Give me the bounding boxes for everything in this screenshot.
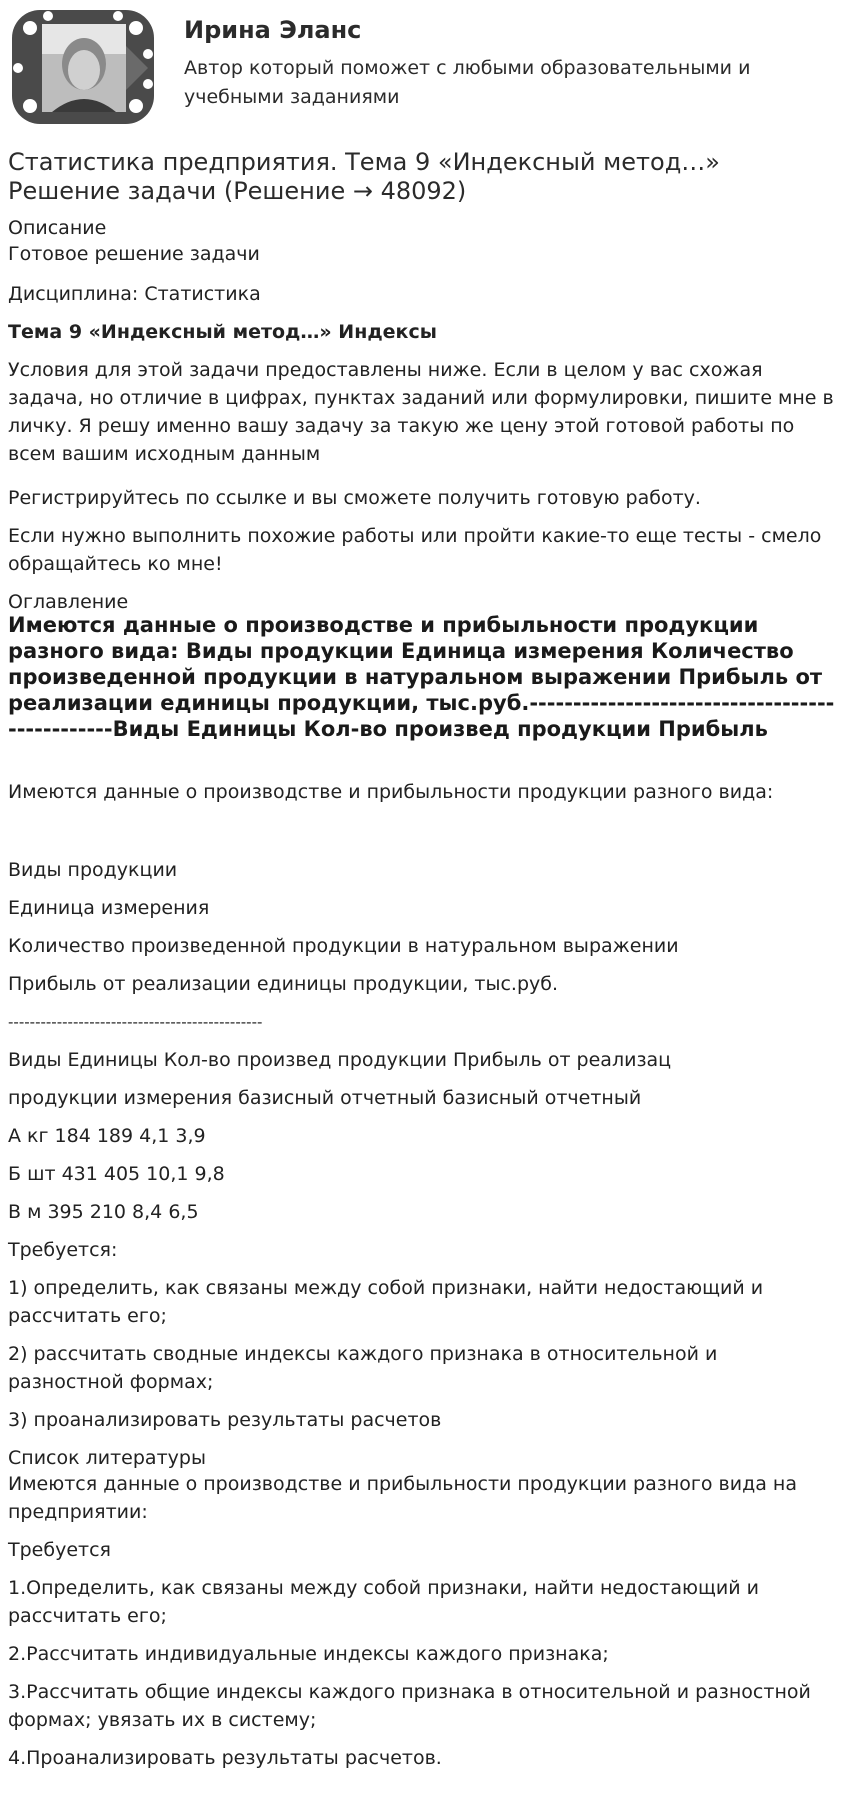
intro-paragraph: Условия для этой задачи предоставлены ниже. Если в целом у вас схожая задача, но отличие в цифрах, пунктах заданий или формулировки, пишите мне в личку. Я решу именно вашу задачу за такую же цену этой готовой работы по всем вашим исходным данным — [8, 359, 834, 465]
literature-line: 3.Рассчитать общие индексы каждого признака в относительной и разностной формах; увязать их в систему; — [8, 1681, 811, 1731]
contents-line: продукции измерения базисный отчетный базисный отчетный — [8, 1087, 642, 1109]
author-name[interactable]: Ирина Эланс — [184, 16, 362, 44]
task-item: 1) определить, как связаны между собой признаки, найти недостающий и рассчитать его; — [8, 1277, 764, 1327]
literature-line: Имеются данные о производстве и прибыльности продукции разного вида на предприятии: — [8, 1473, 797, 1523]
author-description: Автор который поможет с любыми образовательными и учебными заданиями — [184, 57, 751, 108]
contents-line: Имеются данные о производстве и прибыльности продукции разного вида: — [8, 781, 774, 803]
contents-line: Виды Единицы Кол-во произвед продукции Прибыль от реализац — [8, 1049, 672, 1071]
contents-line: Количество произведенной продукции в натуральном выражении — [8, 935, 679, 957]
author-card — [8, 6, 838, 130]
table-row: Б шт 431 405 10,1 9,8 — [8, 1163, 225, 1185]
contact-paragraph: Если нужно выполнить похожие работы или пройти какие-то еще тесты - смело обращайтесь ко мне! — [8, 525, 822, 575]
literature-line: 1.Определить, как связаны между собой признаки, найти недостающий и рассчитать его; — [8, 1577, 759, 1627]
discipline: Дисциплина: Статистика — [8, 283, 261, 305]
description-label: Описание — [8, 217, 107, 239]
table-row: А кг 184 189 4,1 3,9 — [8, 1125, 206, 1147]
task-item: 2) рассчитать сводные индексы каждого признака в относительной и разностной формах; — [8, 1343, 718, 1393]
author-avatar[interactable] — [8, 6, 158, 128]
table-row: В м 395 210 8,4 6,5 — [8, 1201, 199, 1223]
description-text: Готовое решение задачи — [8, 243, 260, 265]
contents-divider: ----------------------------------------------- — [8, 1013, 263, 1031]
contents-heading: Имеются данные о производстве и прибыльности продукции разного вида: Виды продукции Единица измерения Количество произведенной продукции в натуральном выражении Прибыль от реализации единицы продукции, тыс.руб.-----------------------------------------------Виды Единицы Кол-во произвед продукции Прибыль — [8, 613, 835, 741]
task-item: 3) проанализировать результаты расчетов — [8, 1409, 442, 1431]
literature-line: Требуется — [8, 1539, 111, 1561]
contents-label: Оглавление — [8, 591, 129, 613]
page-title: Статистика предприятия. Тема 9 «Индексный метод…» Решение задачи (Решение → 48092) — [8, 148, 720, 205]
literature-line: 4.Проанализировать результаты расчетов. — [8, 1747, 442, 1769]
contents-line: Требуется: — [8, 1239, 118, 1261]
register-paragraph: Регистрируйтесь по ссылке и вы сможете получить готовую работу. — [8, 487, 701, 509]
topic: Тема 9 «Индексный метод…» Индексы — [8, 321, 437, 343]
contents-line: Прибыль от реализации единицы продукции, тыс.руб. — [8, 973, 559, 995]
literature-label: Список литературы — [8, 1447, 206, 1469]
literature-line: 2.Рассчитать индивидуальные индексы каждого признака; — [8, 1643, 609, 1665]
contents-line: Единица измерения — [8, 897, 210, 919]
contents-line: Виды продукции — [8, 859, 178, 881]
